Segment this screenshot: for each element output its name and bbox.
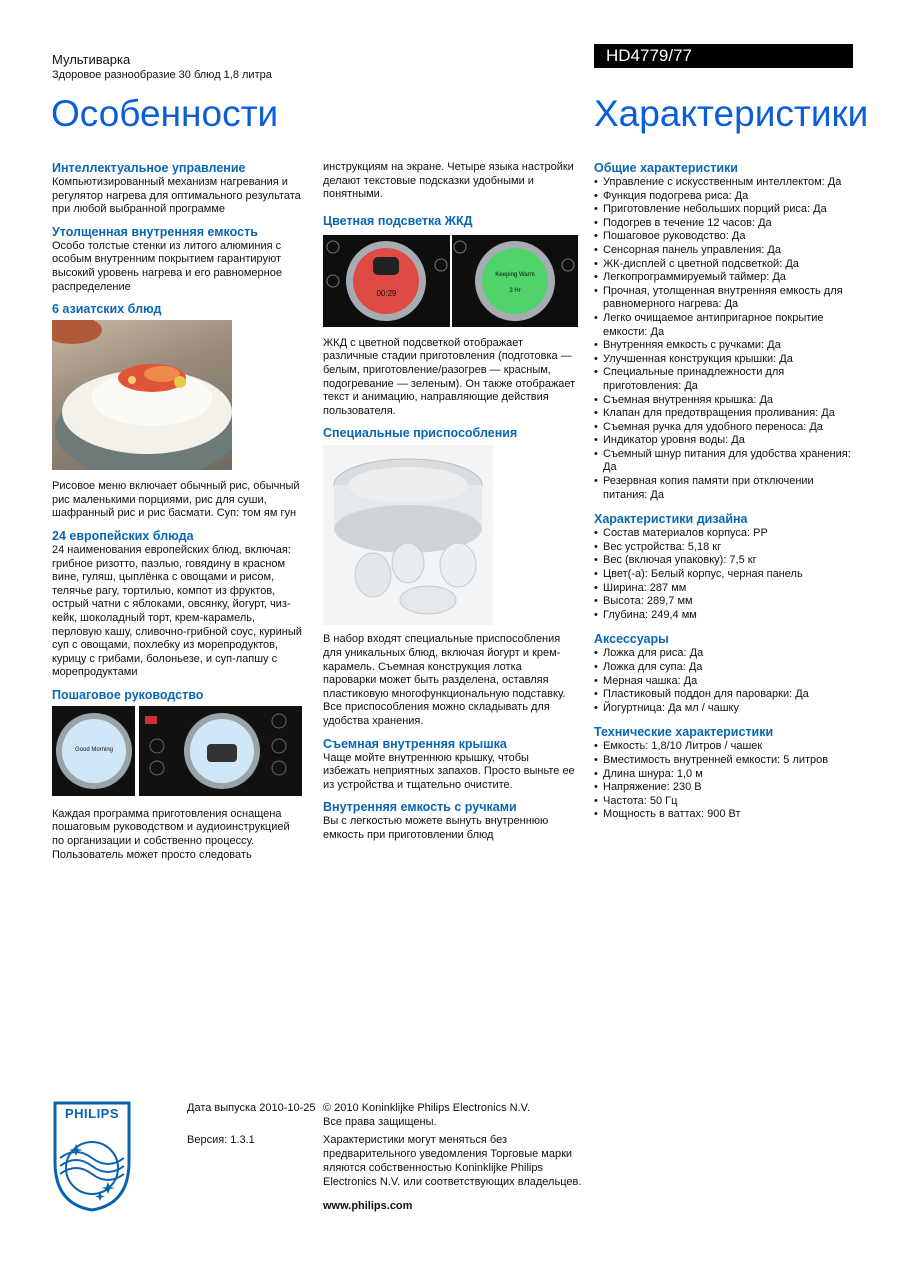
spec-item: • Высота: 289,7 мм [594,595,852,609]
spec-item: • Приготовление небольших порций риса: Да [594,203,852,217]
disclaimer: Характеристики могут меняться без предварительного уведомления Торговые марки яляются собственностью Koninklijke Philips Electronics N.V. или соответствующих владельцев. [323,1134,582,1188]
spec-item: • Легкопрограммируемый таймер: Да [594,271,852,285]
philips-wordmark: PHILIPS [64,1106,120,1121]
spec-group-title: Технические характеристики [594,725,774,740]
lcd-hours: 3 Hr [509,287,521,294]
lcd-screen-image [52,706,135,796]
section-title: 6 азиатских блюд [52,302,162,317]
model-badge: HD4779/77 [594,44,853,68]
features-heading: Особенности [51,93,279,134]
spec-item: • Ширина: 287 мм [594,582,852,596]
spec-item: • Сенсорная панель управления: Да [594,244,852,258]
section-title: Цветная подсветка ЖКД [323,213,473,228]
features-column-2 [323,161,578,852]
spec-list-accessories [594,647,852,715]
specs-heading: Характеристики [594,93,869,134]
footer-legal [323,1101,583,1213]
section-title: Съемная внутренняя крышка [323,736,507,751]
rice-bowl-illustration [52,320,232,470]
spec-item: • Съемный шнур питания для удобства хранения: Да [594,448,852,475]
spec-list-general [594,176,852,502]
lcd-timer: 00:29 [376,288,397,298]
spec-item: • Ложка для риса: Да [594,647,852,661]
lcd-red-image [323,235,450,327]
lcd-color-images [323,235,578,327]
section-title: 24 европейских блюда [52,528,194,543]
guidance-images [52,706,302,796]
spec-item: • Мощность в ваттах: 900 Вт [594,808,852,822]
features-column-1 [52,161,302,872]
section-text: Чаще мойте внутреннюю крышку, чтобы избежать неприятных запахов. Просто выньте ее из устройства и тщательно очистите. [323,751,575,791]
lcd-keeping-warm: Keeping Warm [495,271,535,278]
spec-item: • Вес устройства: 5,18 кг [594,541,852,555]
specs-column [594,161,852,832]
spec-item: • Вместимость внутренней емкости: 5 литров [594,754,852,768]
copyright: © 2010 Koninklijke Philips Electronics N.V. [323,1102,531,1114]
spec-group-title: Характеристики дизайна [594,512,748,527]
footer-meta [187,1101,317,1147]
spec-item: • Мерная чашка: Да [594,675,852,689]
spec-item: • Емкость: 1,8/10 Литров / чашек [594,740,852,754]
spec-item: • Специальные принадлежности для приготовления: Да [594,366,852,393]
lcd-green-image [452,235,578,327]
section-text: В набор входят специальные приспособления для уникальных блюд, включая йогурт и крем-карамель. Съемная конструкция лотка пароварки может быть разделена, оставляя пластиковую многофункциональную подставку. Все приспособления можно складывать для удобства хранения. [323,633,566,727]
section-title: Утолщенная внутренняя емкость [52,224,258,239]
spec-item: • Частота: 50 Гц [594,795,852,809]
spec-item: • Подогрев в течение 12 часов: Да [594,217,852,231]
section-title: Специальные приспособления [323,426,518,441]
spec-item: • Клапан для предотвращения проливания: Да [594,407,852,421]
section-text: Особо толстые стенки из литого алюминия с особым внутренним покрытием гарантируют высокий уровень нагрева и его равномерное распределение [52,239,282,293]
spec-list-design [594,527,852,622]
spec-item: • Съемная внутренняя крышка: Да [594,394,852,408]
spec-item: • Легко очищаемое антипригарное покрытие емкости: Да [594,312,852,339]
spec-item: • Цвет(-а): Белый корпус, черная панель [594,568,852,582]
section-title: Внутренняя емкость с ручками [323,800,517,815]
spec-item: • Состав материалов корпуса: PP [594,527,852,541]
rice-bowl-image [52,320,232,470]
philips-shield-logo [52,1100,132,1212]
section-text: Каждая программа приготовления оснащена пошаговым руководством и аудиоинструкцией по организации и собственно процессу. Пользователь может просто следовать [52,807,290,861]
section-text: инструкциям на экране. Четыре языка настройки делают текстовые подсказки удобными и понятными. [323,161,574,201]
rights: Все права защищены. [323,1116,437,1128]
spec-item: • Пошаговое руководство: Да [594,230,852,244]
spec-item: • Съемная ручка для удобного переноса: Да [594,421,852,435]
spec-list-technical [594,740,852,822]
section-text: Компьютизированный механизм нагревания и регулятор нагрева для оптимального результата при любой выбранной программе [52,176,301,216]
product-subtitle: Здоровое разнообразие 30 блюд 1,8 литра [52,69,272,81]
section-title: Интеллектуальное управление [52,161,246,175]
spec-item: • Индикатор уровня воды: Да [594,434,852,448]
accessories-image [323,445,493,625]
section-text: Вы с легкостью можете вынуть внутреннюю емкость при приготовлении блюд [323,815,549,841]
spec-group-title: Общие характеристики [594,161,738,175]
spec-item: • ЖК-дисплей с цветной подсветкой: Да [594,258,852,272]
spec-item: • Управление с искусственным интеллектом: Да [594,176,852,190]
version: Версия: 1.3.1 [187,1134,255,1146]
spec-item: • Резервная копия памяти при отключении питания: Да [594,475,852,502]
spec-item: • Прочная, утолщенная внутренняя емкость для равномерного нагрева: Да [594,285,852,312]
section-text: 24 наименования европейских блюд, включая: грибное ризотто, паэлью, говядину в красном вине, гуляш, цыплёнка с овощами и рисом, телячье рагу, тортилью, компот из фруктов, острый чатни с яблоками, овсянку, йогурт, чиз-кейк, шоколадный торт, крем-карамель, перловую кашу, сливочно-грибной соус, куриный суп с овощами, похлебку из морепродуктов, курицу с грибами, болоньезе, и суп-лапшу с морепродуктами [52,543,302,679]
spec-item: • Ложка для супа: Да [594,661,852,675]
section-title: Пошаговое руководство [52,687,204,702]
product-title: Мультиварка [52,52,131,67]
release-date: Дата выпуска 2010-10-25 [187,1102,316,1114]
spec-item: • Улучшенная конструкция крышки: Да [594,353,852,367]
lcd-greeting: Good Morning [74,746,114,753]
spec-item: • Внутренняя емкость с ручками: Да [594,339,852,353]
spec-item: • Вес (включая упаковку): 7,5 кг [594,554,852,568]
spec-item: • Функция подогрева риса: Да [594,190,852,204]
website-link[interactable]: www.philips.com [323,1200,413,1212]
control-panel-image [139,706,302,796]
spec-item: • Напряжение: 230 В [594,781,852,795]
section-text: ЖКД с цветной подсветкой отображает различные стадии приготовления (подготовка — белым, приготовление/разогрев — красным, подогревание — зеленым). Он также отображает текст и анимацию, направляющие действия пользователя. [323,336,576,417]
section-text: Рисовое меню включает обычный рис, обычный рис маленькими порциями, рис для суши, шафранный рис и рис басмати. Суп: том ям гун [52,480,300,520]
spec-item: • Глубина: 249,4 мм [594,609,852,623]
spec-item: • Длина шнура: 1,0 м [594,768,852,782]
spec-item: • Пластиковый поддон для пароварки: Да [594,688,852,702]
spec-group-title: Аксессуары [594,632,669,647]
spec-item: • Йогуртница: Да мл / чашку [594,702,852,716]
